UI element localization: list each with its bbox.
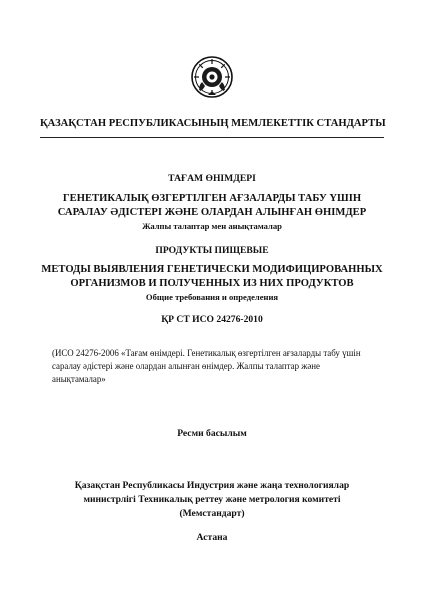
edition-label: Ресми басылым [177, 428, 247, 439]
russian-main-title-line-1: МЕТОДЫ ВЫЯВЛЕНИЯ ГЕНЕТИЧЕСКИ МОДИФИЦИРОВАННЫХ [41, 264, 383, 275]
publisher-line-2: министрлігі Техникалық реттеу және метрология комитеті [83, 494, 341, 505]
kazakh-subtitle: Жалпы талаптар мен анықтамалар [142, 221, 282, 231]
publisher-line-1: Қазақстан Республикасы Индустрия және жаңа технологиялар [74, 480, 350, 491]
russian-product-group: ПРОДУКТЫ ПИЩЕВЫЕ [155, 245, 269, 256]
russian-main-title-line-2: ОРГАНИЗМОВ И ПОЛУЧЕННЫХ ИЗ НИХ ПРОДУКТОВ [70, 278, 354, 289]
publisher-line-3: (Мемстандарт) [179, 508, 245, 519]
kazakh-main-title-line-2: САРАЛАУ ӘДІСТЕРІ ЖӘНЕ ОЛАРДАН АЛЫНҒАН ӨНІМДЕР [57, 207, 367, 218]
standard-designation: ҚР СТ ИСО 24276-2010 [161, 314, 263, 325]
reference-note: (ИСО 24276-2006 «Тағам өнімдері. Генетикалық өзгертілген ағзаларды табу үшін саралау әдістері және олардан алынған өнімдер. Жалпы талаптар және анықтамалар» [52, 348, 361, 384]
city-label: Астана [196, 532, 228, 543]
kazakh-product-group: ТАҒАМ ӨНІМДЕРІ [168, 173, 256, 184]
russian-subtitle: Общие требования и определения [145, 292, 279, 302]
kazakh-main-title-line-1: ГЕНЕТИКАЛЫҚ ӨЗГЕРТІЛГЕН АҒЗАЛАРДЫ ТАБУ ҮШІН [62, 193, 362, 204]
standard-title: ҚАЗАҚСТАН РЕСПУБЛИКАСЫНЫҢ МЕМЛЕКЕТТІК СТАНДАРТЫ [40, 118, 386, 129]
state-emblem-icon [191, 56, 233, 98]
header-divider [40, 137, 384, 138]
